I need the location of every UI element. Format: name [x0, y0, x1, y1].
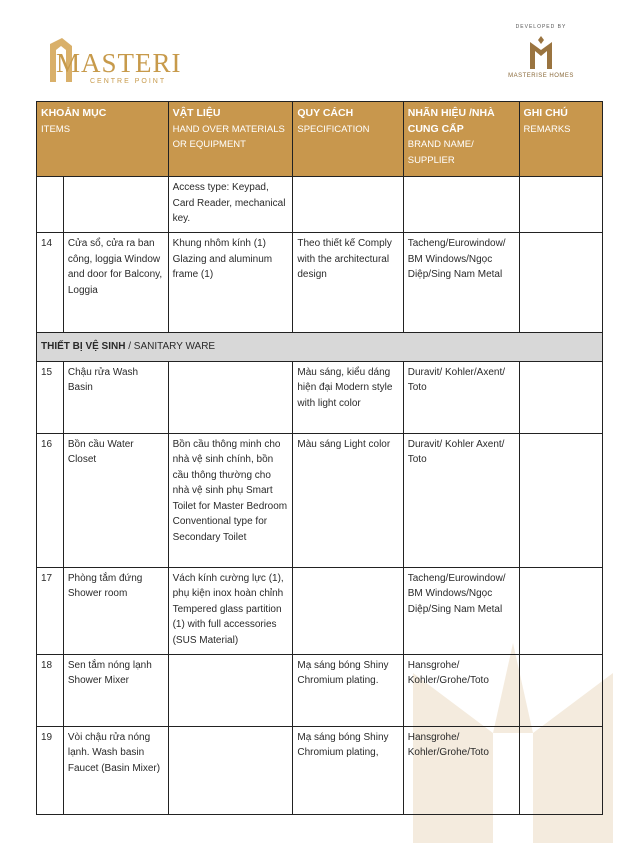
- spec-cell: Màu sáng Light color: [293, 433, 403, 567]
- developer-brand-name: MASTERISE HOMES: [508, 73, 574, 79]
- handover-spec-table: [36, 101, 603, 815]
- header-specification: QUY CÁCH SPECIFICATION: [293, 102, 403, 177]
- masteri-subtitle: CENTRE POINT: [90, 78, 167, 85]
- spec-cell: Màu sáng, kiểu dáng hiện đại Modern style with light color: [293, 361, 403, 433]
- item-cell: Bồn cầu Water Closet: [63, 433, 168, 567]
- brand-cell: Hansgrohe/ Kohler/Grohe/Toto: [403, 726, 519, 814]
- remarks-cell: [519, 433, 602, 567]
- row-number: 14: [37, 233, 64, 333]
- row-number: 19: [37, 726, 64, 814]
- row-number: 16: [37, 433, 64, 567]
- material-cell: Access type: Keypad, Card Reader, mechanical key.: [168, 177, 293, 233]
- row-number: 15: [37, 361, 64, 433]
- table-row: [37, 567, 603, 654]
- material-cell: Bồn cầu thông minh cho nhà vệ sinh chính, bồn cầu thông thường cho nhà vệ sinh phụ Smart Toilet for Master Bedroom Conventional type for Secondary Toilet: [168, 433, 293, 567]
- material-cell: [168, 726, 293, 814]
- row-number: 18: [37, 654, 64, 726]
- masteri-logo: [48, 36, 182, 88]
- spec-cell: Theo thiết kế Comply with the architectural design: [293, 233, 403, 333]
- brand-cell: Tacheng/Eurowindow/ BM Windows/Ngọc Diệp/Sing Nam Metal: [403, 233, 519, 333]
- item-cell: Cửa sổ, cửa ra ban công, loggia Window and door for Balcony, Loggia: [63, 233, 168, 333]
- section-row-sanitary: [37, 333, 603, 362]
- brand-cell: Duravit/ Kohler/Axent/ Toto: [403, 361, 519, 433]
- item-cell: Sen tắm nóng lạnh Shower Mixer: [63, 654, 168, 726]
- brand-cell: Tacheng/Eurowindow/ BM Windows/Ngọc Diệp/Sing Nam Metal: [403, 567, 519, 654]
- developed-by-label: DEVELOPED BY: [515, 24, 567, 30]
- header-remarks: GHI CHÚ REMARKS: [519, 102, 602, 177]
- spec-cell: Mạ sáng bóng Shiny Chromium plating,: [293, 726, 403, 814]
- masteri-wordmark: MASTERI: [56, 48, 182, 78]
- header-items: KHOẢN MỤC ITEMS: [37, 102, 169, 177]
- remarks-cell: [519, 361, 602, 433]
- section-title-en: / SANITARY WARE: [125, 341, 216, 352]
- material-cell: Vách kính cường lực (1), phụ kiện inox hoàn chỉnh Tempered glass partition (1) with full accessories (SUS Material): [168, 567, 293, 654]
- spec-cell: [293, 567, 403, 654]
- section-title-vi: THIẾT BỊ VỆ SINH: [41, 341, 126, 352]
- table-row: [37, 654, 603, 726]
- item-cell: Phòng tắm đứng Shower room: [63, 567, 168, 654]
- material-cell: [168, 654, 293, 726]
- material-cell: Khung nhôm kính (1) Glazing and aluminum frame (1): [168, 233, 293, 333]
- table-row: [37, 361, 603, 433]
- developer-logo: [500, 24, 582, 94]
- spec-cell: Mạ sáng bóng Shiny Chromium plating.: [293, 654, 403, 726]
- table-header-row: [37, 102, 603, 177]
- row-number: 17: [37, 567, 64, 654]
- masterise-mark-icon: [529, 36, 553, 70]
- item-cell: Chậu rửa Wash Basin: [63, 361, 168, 433]
- header-brand: NHÃN HIỆU /NHÀ CUNG CẤP BRAND NAME/ SUPPLIER: [403, 102, 519, 177]
- brand-cell: Hansgrohe/ Kohler/Grohe/Toto: [403, 654, 519, 726]
- item-cell: Vòi chậu rửa nóng lạnh. Wash basin Faucet (Basin Mixer): [63, 726, 168, 814]
- table-row: [37, 726, 603, 814]
- material-cell: [168, 361, 293, 433]
- table-row: [37, 433, 603, 567]
- remarks-cell: [519, 726, 602, 814]
- table-row: [37, 233, 603, 333]
- remarks-cell: [519, 567, 602, 654]
- header-materials: VẬT LIỆU HAND OVER MATERIALS OR EQUIPMENT: [168, 102, 293, 177]
- brand-cell: Duravit/ Kohler Axent/ Toto: [403, 433, 519, 567]
- table-row: [37, 177, 603, 233]
- remarks-cell: [519, 233, 602, 333]
- remarks-cell: [519, 654, 602, 726]
